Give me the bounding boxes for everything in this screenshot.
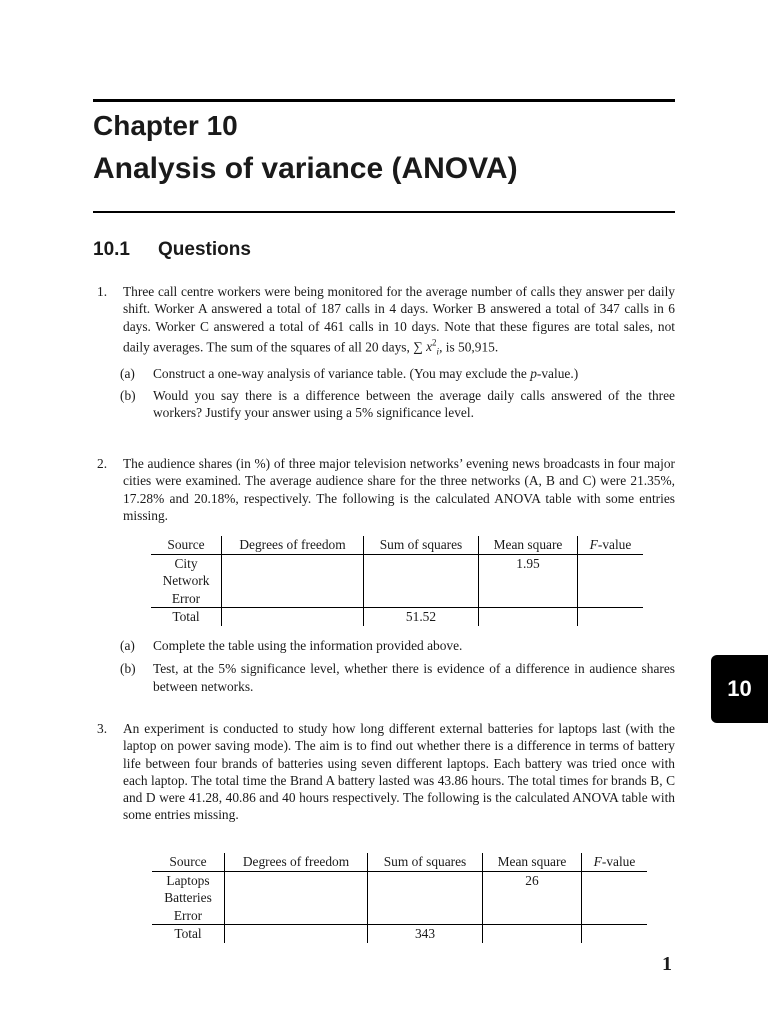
table-cell <box>225 871 368 889</box>
table-cell <box>368 889 483 907</box>
section-title: Questions <box>158 239 251 260</box>
table-row <box>152 889 647 907</box>
table-cell: Total <box>152 925 225 943</box>
table-cell <box>368 871 483 889</box>
table-cell <box>222 608 364 626</box>
section-number: 10.1 <box>93 239 130 260</box>
table-cell <box>364 590 479 608</box>
question-text: An experiment is conducted to study how long different external batteries for laptops last (with the laptop on power saving mode). The aim is to find out whether there is a difference in terms of battery life between four brands of batteries using seven different laptops. Each battery was tried once with each laptop. The total time the Brand A battery lasted was 43.86 hours. The total times for brands B, C and D were 41.28, 40.86 and 40 hours respectively. The following is the calculated ANOVA table with some entries missing. <box>123 721 675 823</box>
table-cell: 26 <box>483 871 582 889</box>
table-header: Mean square <box>483 853 582 871</box>
top-rule <box>93 99 675 102</box>
table-cell: Error <box>173 907 203 923</box>
table-header: Source <box>152 853 225 871</box>
table-header: Mean square <box>479 536 578 554</box>
sub-question-b <box>120 387 675 422</box>
table-cell <box>368 907 483 925</box>
page-number: 1 <box>662 953 672 975</box>
table-cell: Error <box>171 590 201 606</box>
question-2 <box>93 455 675 524</box>
table-cell <box>582 889 648 907</box>
table-cell <box>225 925 368 943</box>
chapter-side-tab: 10 <box>711 655 768 723</box>
sub-question-a <box>120 637 675 654</box>
table-cell: Batteries <box>164 890 212 905</box>
table-cell <box>483 907 582 925</box>
table-header-row <box>152 853 647 871</box>
table-cell: City <box>174 555 198 571</box>
f-variable: F <box>589 537 598 552</box>
table-cell: 51.52 <box>364 608 479 626</box>
question-3 <box>93 720 675 824</box>
sub-question-text: Complete the table using the information provided above. <box>153 638 463 653</box>
sub-question-label: (b) <box>120 387 136 403</box>
table-cell <box>582 925 648 943</box>
sub-question-a <box>120 365 675 382</box>
table-header: Sum of squares <box>364 536 479 554</box>
table-header: Degrees of freedom <box>222 536 364 554</box>
table-row <box>151 572 643 590</box>
table-row <box>152 871 647 889</box>
table-header-f <box>582 853 648 871</box>
table-row <box>151 590 643 608</box>
sub-question-label: (a) <box>120 366 135 382</box>
table-cell <box>222 590 364 608</box>
table-row-total <box>152 925 647 943</box>
table-cell <box>578 554 644 572</box>
question-number: 3. <box>97 721 108 736</box>
anova-table-3 <box>152 853 647 943</box>
question-text-part: Three call centre workers were being monitored for the average number of calls they answer per daily shift. Worker A answered a total of 187 calls in 4 days. Worker B answered a total of 347 calls in 6 days. Worker C answered a total of 461 calls in 10 days. Note that these figures are total sales, not daily averages. The sum of the squares of all 20 days, <box>123 284 675 355</box>
table-row-total <box>151 608 643 626</box>
question-text: The audience shares (in %) of three major television networks’ evening news broadcasts in four major cities were examined. The average audience share for the three networks (A, B and C) were 21.35%, 17.28% and 20.18%, respectively. The following is the calculated ANOVA table with some entries missing. <box>123 456 675 523</box>
section-heading <box>93 239 251 261</box>
table-header: Degrees of freedom <box>225 853 368 871</box>
sub-question-label: (b) <box>120 661 136 677</box>
table-cell: Total <box>151 608 222 626</box>
table-cell <box>578 590 644 608</box>
table-cell <box>483 889 582 907</box>
question-text <box>123 283 675 361</box>
anova-table-2 <box>151 536 643 626</box>
table-cell <box>578 608 644 626</box>
table-header: -value <box>601 854 636 869</box>
question-number: 2. <box>97 456 108 471</box>
table-cell <box>582 871 648 889</box>
table-cell: 1.95 <box>479 554 578 572</box>
sub-question-text: -value.) <box>536 366 579 382</box>
question-1 <box>93 283 675 421</box>
sub-question-text: Test, at the 5% significance level, whether there is evidence of a difference in audience shares between networks. <box>153 661 675 694</box>
table-cell <box>225 907 368 925</box>
chapter-label: Chapter 10 <box>93 110 238 141</box>
table-header: Source <box>151 536 222 554</box>
sub-question-label: (a) <box>120 638 135 653</box>
sub-question-text: Construct a one-way analysis of variance table. (You may exclude the <box>153 366 531 382</box>
table-header: -value <box>597 537 632 552</box>
table-header: Sum of squares <box>368 853 483 871</box>
table-cell <box>578 572 644 590</box>
sub-question-text: Would you say there is a difference between the average daily calls answered of the three workers? Justify your answer using a 5% significance level. <box>153 387 675 420</box>
table-cell <box>479 572 578 590</box>
question-2-parts <box>93 637 675 695</box>
table-cell <box>225 889 368 907</box>
sum-formula: ∑ $x^2_i$ <box>413 337 440 358</box>
sub-question-b <box>120 660 675 695</box>
table-row <box>152 907 647 925</box>
table-header-row <box>151 536 643 554</box>
table-cell <box>222 572 364 590</box>
question-text-part: , is 50,915. <box>439 339 499 355</box>
table-cell <box>364 572 479 590</box>
table-cell <box>582 907 648 925</box>
table-header-f <box>578 536 644 554</box>
table-cell <box>483 925 582 943</box>
chapter-title: Analysis of variance (ANOVA) <box>93 152 518 185</box>
table-cell: Network <box>162 573 210 588</box>
table-cell <box>364 554 479 572</box>
table-cell <box>479 590 578 608</box>
p-variable: p <box>530 366 537 382</box>
question-number: 1. <box>97 284 108 299</box>
table-cell: 343 <box>368 925 483 943</box>
table-cell <box>479 608 578 626</box>
f-variable: F <box>593 854 602 869</box>
bottom-rule <box>93 211 675 213</box>
table-row <box>151 554 643 572</box>
table-cell: Laptops <box>166 872 210 888</box>
table-cell <box>222 554 364 572</box>
